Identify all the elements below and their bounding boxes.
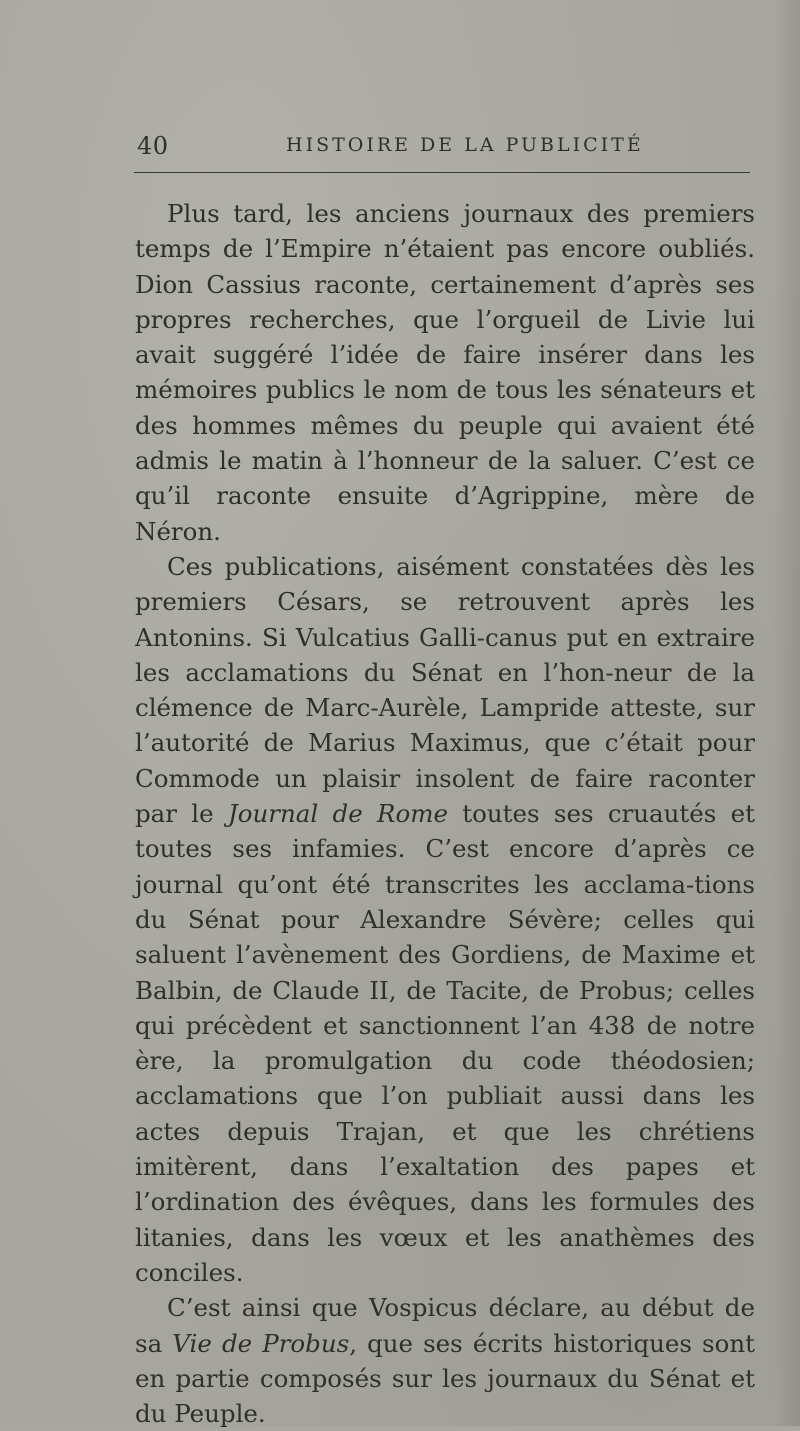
paragraph-1-text: Plus tard, les anciens journaux des premiers temps de l’Empire n’étaient pas encore oubliés. Dion Cassius raconte, certainement d’après ses propres recherches, que l’orgueil de Livie lui avait suggéré l’idée de faire insérer dans les mémoires publics le nom de tous les sénateurs et des hommes mêmes du peuple qui avaient été admis le matin à l’honneur de la saluer. C’est ce qu’il raconte ensuite d’Agrippine, mère de Néron. (135, 199, 755, 546)
paragraph-1 (135, 196, 755, 549)
paragraph-2-before: Ces publications, aisément constatées dès les premiers Césars, se retrouvent après les Antonins. Si Vulcatius Galli-canus put en extraire les acclamations du Sénat en l’hon-neur de la clémence de Marc-Aurèle, Lampride atteste, sur l’autorité de Marius Maximus, que c’était pour Commode un plaisir insolent de faire raconter par le (135, 551, 755, 829)
paragraph-2-after: toutes ses cruautés et toutes ses infamies. C’est encore d’après ce journal qu’ont été transcrites les acclama-tions du Sénat pour Alexandre Sévère; celles qui saluent l’avènement des Gordiens, de Maxime et Balbin, de Claude II, de Tacite, de Probus; celles qui précèdent et sanctionnent l’an 438 de notre ère, la promulgation du code théodosien; acclamations que l’on publiait aussi dans les actes depuis Trajan, et que les chrétiens imitèrent, dans l’exaltation des papes et l’ordination des évêques, dans les formules des litanies, dans les vœux et les anathèmes des conciles. (135, 799, 755, 1287)
paragraph-3-before: C’est ainsi que Vospicus déclare, au début de sa (135, 1293, 755, 1358)
running-title: HISTOIRE DE LA PUBLICITÉ (286, 134, 644, 156)
page-number: 40 (137, 132, 169, 160)
paragraph-3-after: , que ses écrits historiques sont en partie composés sur les journaux du Sénat et du Peuple. (135, 1328, 756, 1429)
header-rule (134, 172, 750, 173)
body-text (135, 196, 755, 1431)
paragraph-3 (135, 1290, 755, 1431)
page-edge-shadow (772, 0, 800, 1426)
page-header (0, 128, 800, 168)
paragraph-2 (135, 549, 755, 1290)
paragraph-3-italic-title: Vie de Probus (172, 1328, 350, 1358)
paragraph-2-italic-title: Journal de Rome (227, 799, 448, 829)
